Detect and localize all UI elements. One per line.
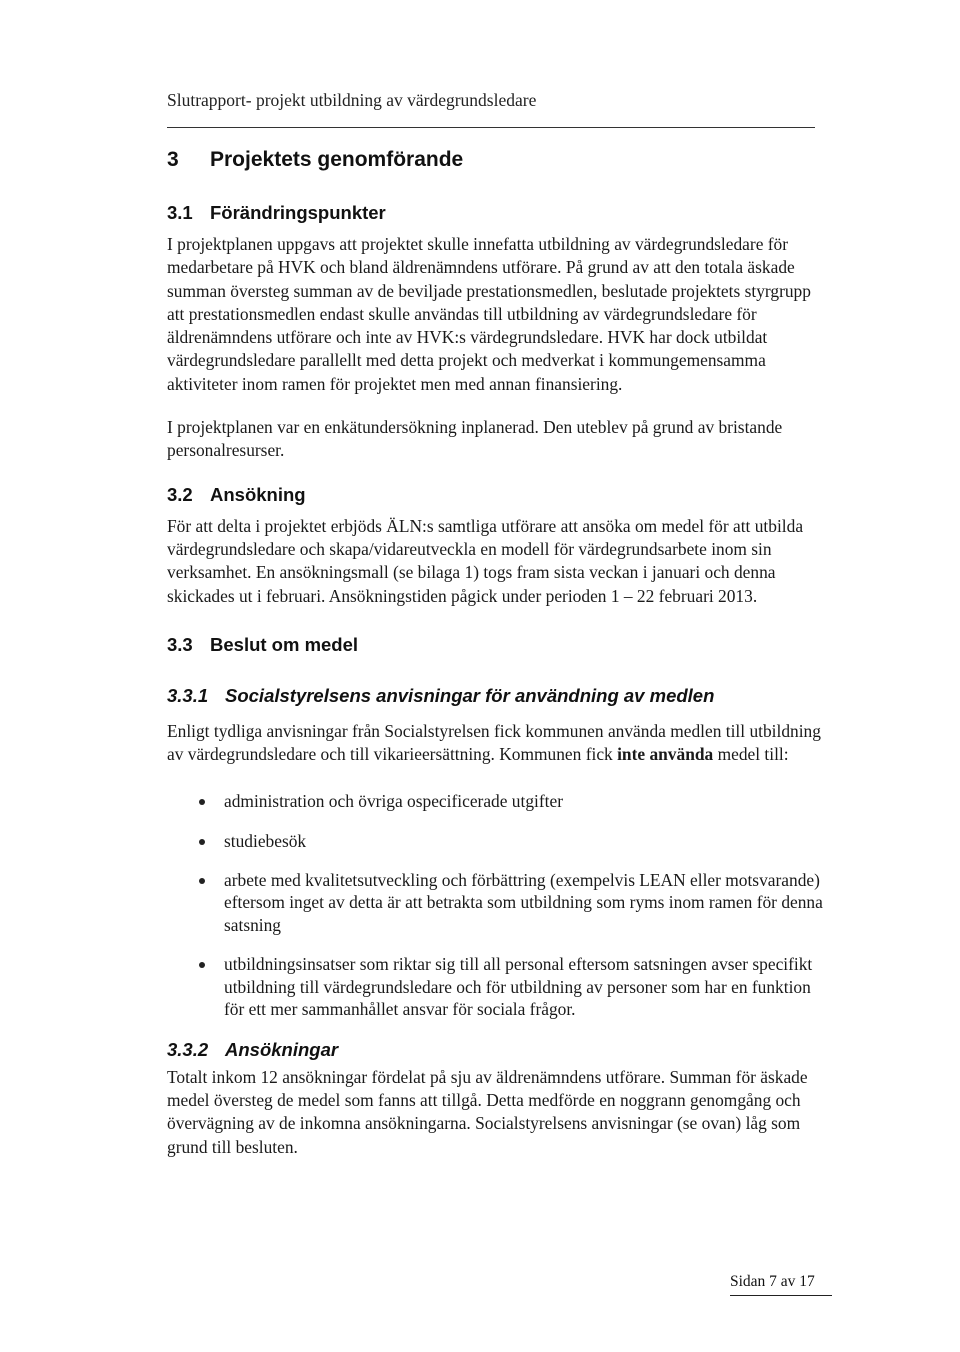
bullet-icon [199,839,205,845]
list-item-text: studiebesök [224,830,307,851]
section-3-3-2-heading [167,1039,827,1061]
list-item-text: utbildningsinsatser som riktar sig till all personal eftersom satsningen avser specifikt utbildning till värdegrundsledare och för utbildning av personer som har en funktion för ett mer sammanhållet ansvar för sociala frågor. [224,953,813,1020]
section-3-1-number: 3.1 [167,202,193,223]
section-3-3-2-number: 3.3.2 [167,1038,209,1060]
footer-divider [730,1295,832,1296]
section-3-1-paragraph-1: I projektplanen uppgavs att projektet skulle innefatta utbildning av värdegrundsledare för medarbetare på HVK och bland äldrenämndens utförare. På grund av att den totala äskade summan översteg summan av de beviljade prestationsmedlen, beslutade projektets styrgrupp att prestationsmedlen endast skulle användas till utbildning av värdegrundsledare för äldrenämndens utförare och inte av HVK:s värdegrundsledare. HVK har dock utbildat värdegrundsledare parallellt med detta projekt och medverkat i kommungemensamma aktiviteter inom ramen för projektet men med annan finansiering. [167,234,811,394]
list-item [167,953,827,1021]
list-item [167,869,827,937]
restriction-list [167,790,827,1020]
section-3-heading [167,148,827,172]
list-item-text: administration och övriga ospecificerade utgifter [224,791,563,812]
section-3-1-heading [167,202,827,224]
page-content [167,142,827,1159]
section-3-3-1-paragraph-end: medel till: [713,744,789,765]
section-3-3-2-paragraph: Totalt inkom 12 ansökningar fördelat på sju av äldrenämndens utförare. Summan för äskade medel översteg de medel som fanns att tillgå. Detta medförde en noggrann genomgång och övervägning av de inkomna ansökningarna. Socialstyrelsens anvisningar (se ovan) låg som grund till besluten. [167,1066,808,1157]
section-3-3-1-heading [167,685,827,707]
section-3-3-1-number: 3.3.1 [167,684,209,706]
section-3-3-2-title: Ansökningar [225,1038,339,1060]
section-3-2-paragraph: För att delta i projektet erbjöds ÄLN:s samtliga utförare att ansöka om medel för att utbilda värdegrundsledare och skapa/vidareutveckla en modell för värdegrundsarbete inom sin verksamhet. En ansökningsmall (se bilaga 1) togs fram sista veckan i januari och denna skickades ut i februari. Ansökningstiden pågick under perioden 1 – 22 februari 2013. [167,515,804,606]
bullet-icon [199,962,205,968]
bullet-icon [199,799,205,805]
section-3-3-1-title: Socialstyrelsens anvisningar för användning av medlen [225,684,715,706]
section-3-3-heading [167,634,827,656]
section-3-2-number: 3.2 [167,483,193,505]
running-header: Slutrapport- projekt utbildning av värdegrundsledare [167,90,537,110]
section-3-number: 3 [167,148,179,171]
section-3-1-title: Förändringspunkter [210,202,386,223]
section-3-3-1-paragraph-start: Enligt tydliga anvisningar från Socialstyrelsen fick kommunen använda medlen till utbildning av värdegrundsledare och till vikarieersättning. Kommunen fick [167,720,821,765]
section-3-2-heading [167,484,827,506]
section-3-3-1-paragraph-emphasis: inte använda [617,744,714,765]
bullet-icon [199,878,205,884]
section-3-1-paragraph-2: I projektplanen var en enkätundersökning inplanerad. Den uteblev på grund av bristande personalresurser. [167,417,783,461]
list-item [167,790,827,813]
header-divider [167,127,815,128]
list-item [167,830,827,853]
section-3-3-title: Beslut om medel [210,633,359,655]
page-number: Sidan 7 av 17 [730,1273,815,1290]
section-3-2-title: Ansökning [210,483,306,505]
section-3-title: Projektets genomförande [210,148,464,171]
section-3-3-number: 3.3 [167,633,193,655]
list-item-text: arbete med kvalitetsutveckling och förbättring (exempelvis LEAN eller motsvarande) eftersom inget av detta är att betrakta som utbildning som ryms inom ramen för denna satsning [224,869,823,935]
section-3-3-1-paragraph [167,720,827,767]
